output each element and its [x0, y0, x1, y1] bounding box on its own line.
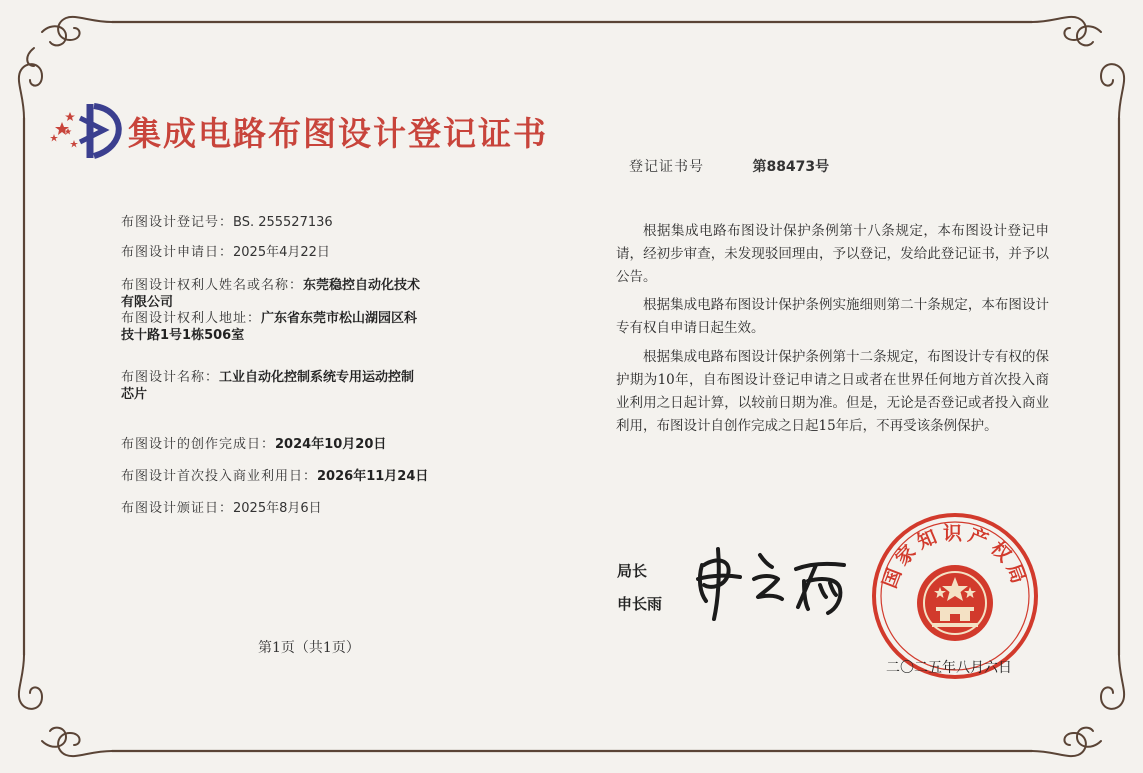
field-registration-no [121, 214, 333, 231]
signatory-name: 申长雨 [617, 595, 663, 613]
certificate-title: 集成电路布图设计登记证书 [128, 114, 548, 153]
field-owner-address [121, 310, 417, 344]
field-commercial-use-date [121, 468, 428, 485]
field-value: 2024年10月20日 [275, 437, 387, 452]
field-label: 布图设计登记号： [121, 215, 234, 230]
legal-paragraph-1: 根据集成电路布图设计保护条例第十八条规定，本布图设计登记申请，经初步审查，未发现驳回理由，予以登记，发给此登记证书，并予以公告。 [616, 223, 1049, 285]
certificate-number [629, 156, 829, 176]
certificate-header [48, 100, 568, 160]
legal-paragraph-2: 根据集成电路布图设计保护条例实施细则第二十条规定，本布图设计专有权自申请日起生效。 [616, 297, 1049, 336]
field-owner-name [121, 277, 420, 311]
legal-paragraph-3: 根据集成电路布图设计保护条例第十二条规定，布图设计专有权的保护期为10年，自布图设计登记申请之日或者在世界任何地方首次投入商业利用之日起计算，以较前日期为准。但是，无论是否登记或者投入商业利用，布图设计自创作完成之日起15年后，不再受该条例保护。 [616, 349, 1049, 434]
field-value-continued: 芯片 [121, 387, 148, 402]
field-value: 2026年11月24日 [317, 469, 429, 484]
field-issue-date [121, 500, 322, 517]
seal-date: 二〇二五年八月六日 [886, 660, 1012, 676]
field-label: 布图设计申请日： [121, 245, 234, 260]
field-label: 布图设计权利人地址： [121, 311, 262, 326]
field-value: 2025年4月22日 [233, 245, 330, 260]
handwritten-signature [688, 535, 868, 625]
field-value: 2025年8月6日 [233, 501, 322, 516]
cipo-logo-icon [48, 100, 128, 160]
official-seal [870, 511, 1040, 681]
field-value: BS. 255527136 [233, 215, 333, 230]
certificate-number-label: 登记证书号 [629, 159, 704, 175]
field-value: 工业自动化控制系统专用运动控制 [219, 370, 415, 385]
certificate-number-value: 第88473号 [752, 159, 830, 175]
field-design-name [121, 369, 414, 403]
signatory-title: 局长 [617, 562, 648, 580]
field-creation-date [121, 436, 386, 453]
page-number: 第1页（共1页） [258, 640, 360, 656]
seal-text: 国家知识产权局 [878, 522, 1032, 592]
field-application-date [121, 244, 330, 261]
field-value: 广东省东莞市松山湖园区科 [261, 311, 418, 326]
field-label: 布图设计首次投入商业利用日： [121, 469, 318, 484]
field-label: 布图设计权利人姓名或名称： [121, 278, 304, 293]
field-value-continued: 有限公司 [121, 295, 174, 310]
national-emblem-icon [917, 565, 993, 641]
field-label: 布图设计的创作完成日： [121, 437, 276, 452]
field-value: 东莞稳控自动化技术 [303, 278, 421, 293]
field-label: 布图设计名称： [121, 370, 220, 385]
field-value-continued: 技十路1号1栋506室 [121, 328, 245, 343]
field-label: 布图设计颁证日： [121, 501, 234, 516]
